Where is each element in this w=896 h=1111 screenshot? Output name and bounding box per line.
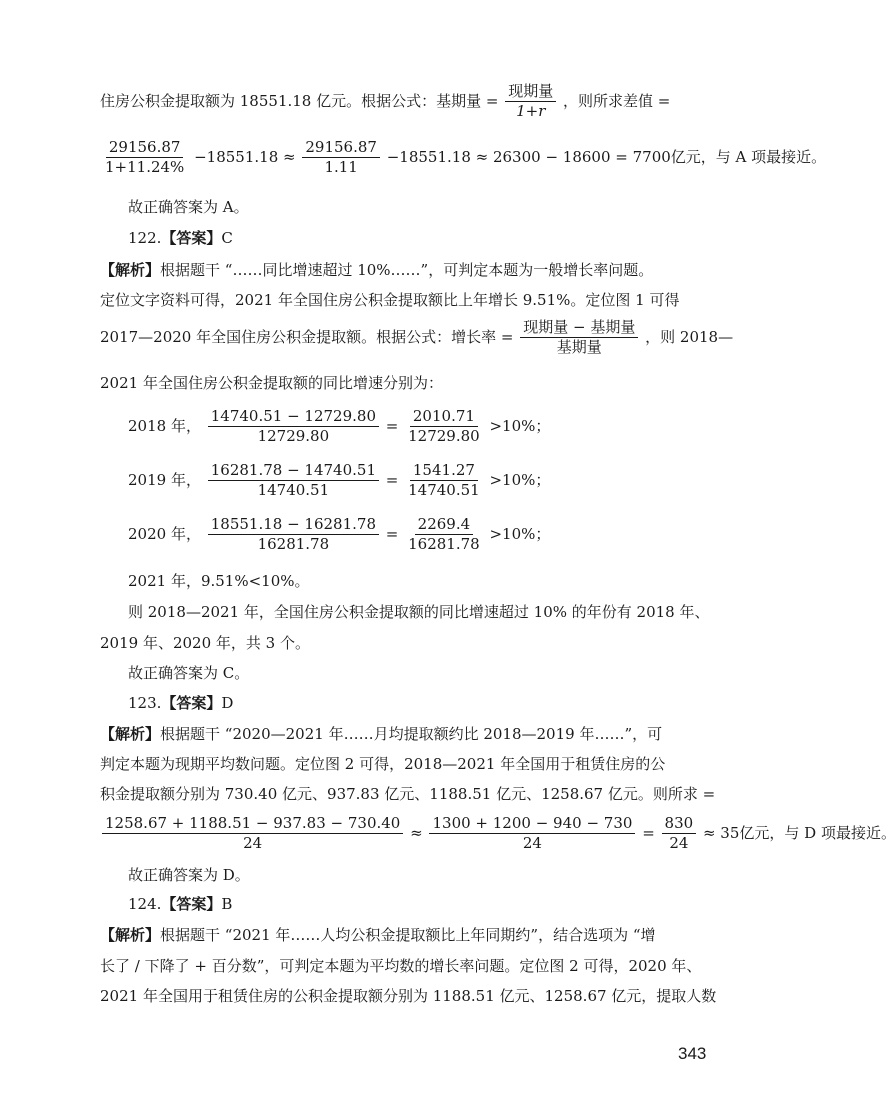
formula-text: −18551.18 ≈ bbox=[194, 147, 296, 166]
line-1-text: 住房公积金提取额为 18551.18 亿元。根据公式：基期量 = bbox=[100, 91, 499, 110]
analysis-tag: 【解析】 bbox=[100, 261, 161, 279]
line-1 bbox=[100, 83, 670, 121]
analysis-122-line-3 bbox=[100, 319, 733, 357]
line-text: 2017—2020 年全国住房公积金提取额。根据公式：增长率 = bbox=[100, 327, 514, 346]
calc-2019 bbox=[128, 462, 550, 500]
fraction-numerator: 29156.87 bbox=[106, 139, 184, 158]
fraction-denominator: 12729.80 bbox=[408, 427, 480, 446]
question-number: 122. bbox=[128, 229, 162, 247]
year-label: 2018 年， bbox=[128, 416, 201, 435]
growth-rate-fraction bbox=[520, 319, 638, 357]
calc-2018 bbox=[128, 408, 550, 446]
line-3: 故正确答案为 A。 bbox=[128, 198, 249, 216]
analysis-123-line-3: 积金提取额分别为 730.40 亿元、937.83 亿元、1188.51 亿元、1258.67 亿元。则所求 = bbox=[100, 785, 716, 803]
page-number: 343 bbox=[678, 1044, 707, 1063]
fraction-denominator: 基期量 bbox=[556, 338, 602, 357]
line-1-tail: ，则所求差值 = bbox=[563, 91, 671, 110]
fraction-denominator: 12729.80 bbox=[257, 427, 330, 446]
fraction-denominator: 16281.78 bbox=[408, 535, 480, 554]
calc-fraction-2 bbox=[405, 516, 483, 554]
conclusion-122-line-1: 则 2018—2021 年，全国住房公积金提取额的同比增速超过 10% 的年份有 2018 年、 bbox=[128, 603, 710, 621]
calc-fraction-1 bbox=[102, 815, 403, 853]
fraction-numerator: 现期量 − 基期量 bbox=[520, 319, 638, 338]
fraction-denominator: 24 bbox=[522, 834, 542, 853]
calc-fraction-1 bbox=[208, 408, 379, 446]
fraction-a bbox=[102, 139, 187, 177]
fraction-denominator: 16281.78 bbox=[257, 535, 330, 554]
answer-tag: 【答案】 bbox=[161, 895, 222, 913]
fraction-numerator: 18551.18 − 16281.78 bbox=[208, 516, 379, 535]
analysis-text: 根据题干 “2020—2021 年……月均提取额约比 2018—2019 年……”，可 bbox=[160, 725, 663, 743]
fraction-numerator: 1300 + 1200 − 940 − 730 bbox=[429, 815, 635, 834]
analysis-124-line-3: 2021 年全国用于租赁住房的公积金提取额分别为 1188.51 亿元、1258.67 亿元，提取人数 bbox=[100, 987, 717, 1005]
fraction-denominator: 1+r bbox=[516, 102, 546, 121]
line-tail: ，则 2018— bbox=[645, 327, 734, 346]
equals-sign: = bbox=[385, 470, 399, 489]
comparison: >10%； bbox=[489, 470, 551, 489]
calc-fraction-2 bbox=[405, 462, 483, 500]
approx-sign: ≈ bbox=[410, 823, 423, 842]
analysis-tag: 【解析】 bbox=[100, 725, 161, 743]
fraction-numerator: 1541.27 bbox=[410, 462, 478, 481]
fraction-numerator: 现期量 bbox=[505, 83, 556, 102]
fraction-denominator: 24 bbox=[669, 834, 689, 853]
calc-2021: 2021 年，9.51%<10%。 bbox=[128, 572, 310, 590]
question-number: 124. bbox=[128, 895, 162, 913]
conclusion-122-line-2: 2019 年、2020 年，共 3 个。 bbox=[100, 634, 310, 652]
analysis-122-line-4: 2021 年全国住房公积金提取额的同比增速分别为： bbox=[100, 374, 443, 392]
answer-value: D bbox=[221, 694, 234, 712]
fraction-numerator: 1258.67 + 1188.51 − 937.83 − 730.40 bbox=[102, 815, 403, 834]
fraction-denominator: 14740.51 bbox=[408, 481, 480, 500]
answer-122 bbox=[128, 227, 233, 248]
analysis-tag: 【解析】 bbox=[100, 926, 161, 944]
fraction-numerator: 830 bbox=[662, 815, 697, 834]
comparison: >10%； bbox=[489, 524, 551, 543]
answer-tag: 【答案】 bbox=[161, 229, 222, 247]
analysis-text: 根据题干 “2021 年……人均公积金提取额比上年同期约”，结合选项为 “增 bbox=[160, 926, 656, 944]
fraction-denominator: 14740.51 bbox=[257, 481, 330, 500]
answer-124 bbox=[128, 893, 232, 914]
fraction-denominator: 24 bbox=[243, 834, 263, 853]
analysis-124-line-1 bbox=[100, 924, 656, 945]
fraction-numerator: 2010.71 bbox=[410, 408, 478, 427]
equals-sign: = bbox=[385, 524, 399, 543]
fraction-denominator: 1+11.24% bbox=[105, 158, 185, 177]
analysis-123-line-1 bbox=[100, 723, 662, 744]
base-formula-fraction bbox=[505, 83, 556, 121]
calc-fraction-1 bbox=[208, 516, 379, 554]
year-label: 2019 年， bbox=[128, 470, 201, 489]
answer-123 bbox=[128, 692, 233, 713]
calc-2020 bbox=[128, 516, 550, 554]
fraction-numerator: 16281.78 − 14740.51 bbox=[208, 462, 379, 481]
calc-123-formula bbox=[100, 815, 896, 853]
fraction-b bbox=[302, 139, 380, 177]
fraction-denominator: 1.11 bbox=[324, 158, 358, 177]
fraction-numerator: 29156.87 bbox=[302, 139, 380, 158]
analysis-122-line-2: 定位文字资料可得，2021 年全国住房公积金提取额比上年增长 9.51%。定位图 1 可得 bbox=[100, 291, 680, 309]
comparison: >10%； bbox=[489, 416, 551, 435]
answer-tag: 【答案】 bbox=[161, 694, 222, 712]
formula-result: −18551.18 ≈ 26300 − 18600 = 7700亿元，与 A 项最接近。 bbox=[386, 147, 827, 166]
formula-result: ≈ 35亿元，与 D 项最接近。 bbox=[702, 823, 896, 842]
equals-sign: = bbox=[385, 416, 399, 435]
fraction-numerator: 14740.51 − 12729.80 bbox=[208, 408, 379, 427]
analysis-text: 根据题干 “……同比增速超过 10%……”，可判定本题为一般增长率问题。 bbox=[160, 261, 654, 279]
answer-value: C bbox=[221, 229, 233, 247]
analysis-124-line-2: 长了 / 下降了 + 百分数”，可判定本题为平均数的增长率问题。定位图 2 可得，2020 年、 bbox=[100, 957, 702, 975]
answer-value: B bbox=[221, 895, 233, 913]
question-number: 123. bbox=[128, 694, 162, 712]
analysis-122-line-1 bbox=[100, 259, 653, 280]
calc-fraction-1 bbox=[208, 462, 379, 500]
analysis-123-line-2: 判定本题为现期平均数问题。定位图 2 可得，2018—2021 年全国用于租赁住房的公 bbox=[100, 755, 666, 773]
answer-line-122: 故正确答案为 C。 bbox=[128, 664, 250, 682]
equals-sign: = bbox=[642, 823, 655, 842]
calc-fraction-2 bbox=[429, 815, 635, 853]
year-label: 2020 年， bbox=[128, 524, 201, 543]
line-2-formula bbox=[100, 139, 826, 177]
fraction-numerator: 2269.4 bbox=[415, 516, 474, 535]
answer-line-123: 故正确答案为 D。 bbox=[128, 866, 250, 884]
calc-fraction-2 bbox=[405, 408, 483, 446]
calc-fraction-3 bbox=[662, 815, 697, 853]
